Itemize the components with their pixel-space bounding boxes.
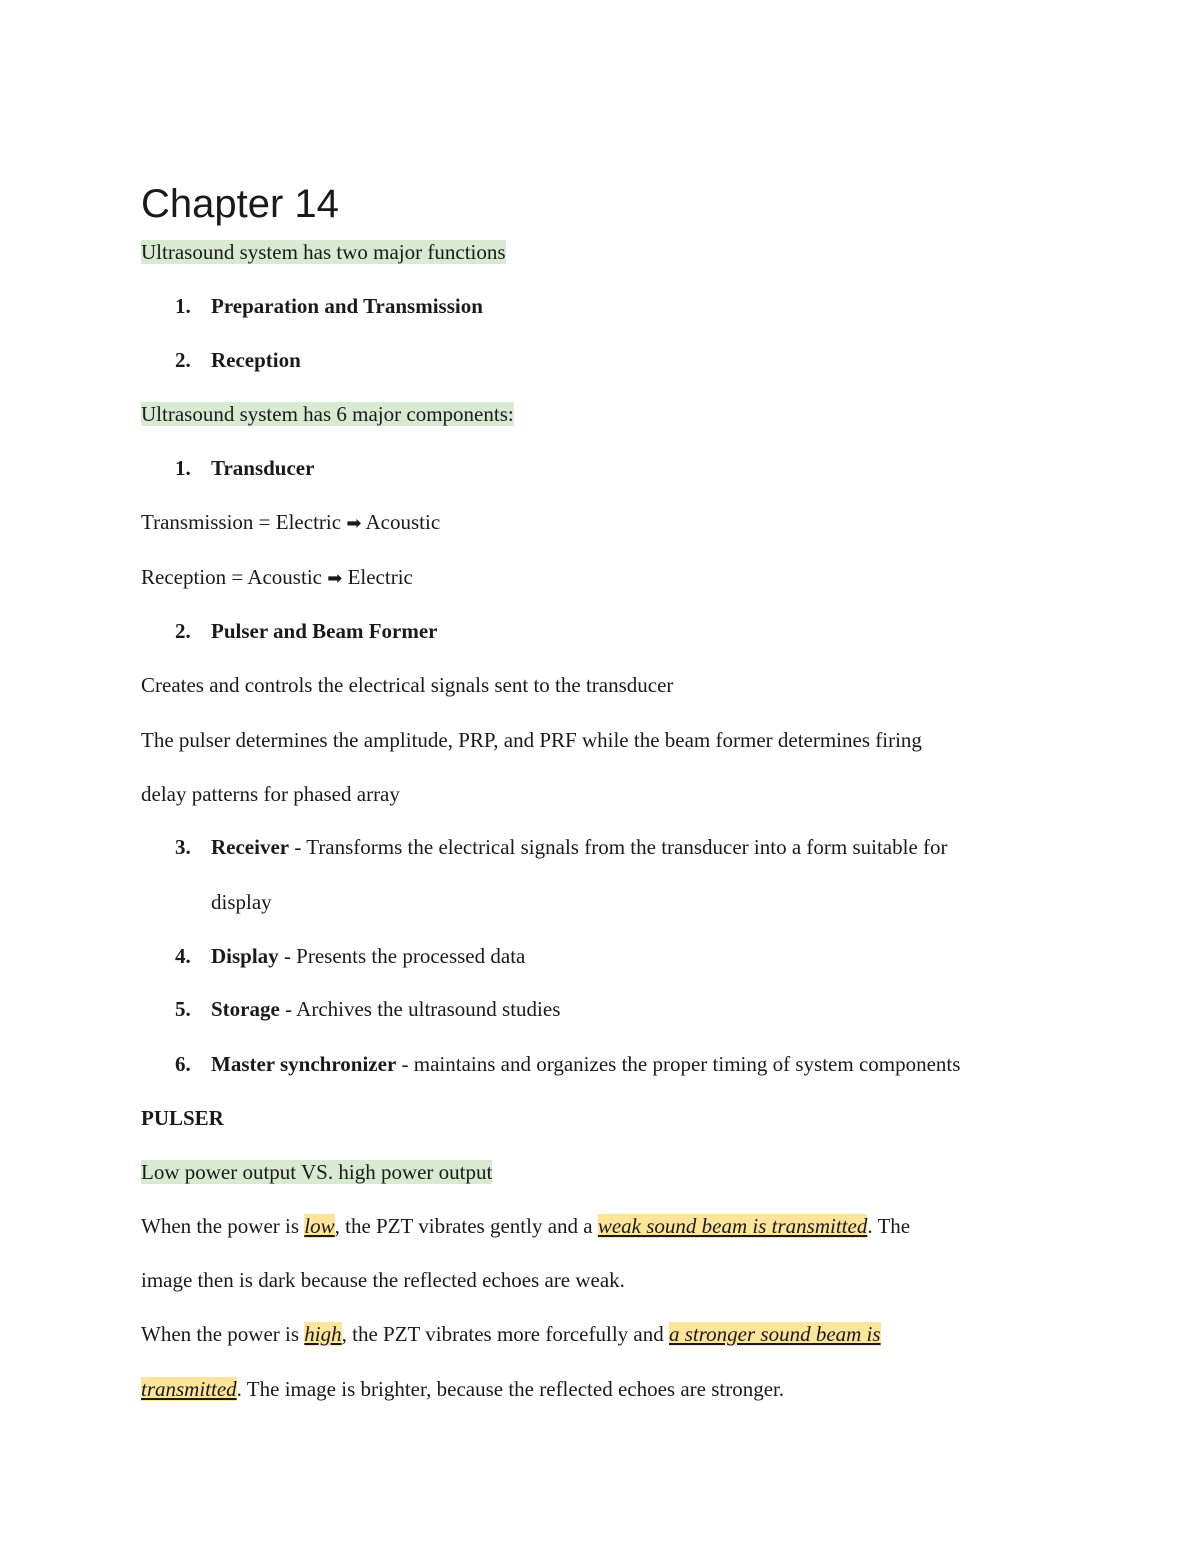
component-receiver: Receiver - Transforms the electrical signals from the transducer into a form suitable for [211, 835, 948, 859]
low-power-line-2: image then is dark because the reflected echoes are weak. [141, 1268, 625, 1292]
component-num-6: 6. [175, 1052, 191, 1076]
functions-intro: Ultrasound system has two major functions [141, 240, 506, 264]
component-master-synchronizer: Master synchronizer - maintains and organizes the proper timing of system components [211, 1052, 961, 1076]
high-power-line-1: When the power is high, the PZT vibrates more forcefully and a stronger sound beam is [141, 1322, 881, 1346]
component-display: Display - Presents the processed data [211, 944, 526, 968]
component-transducer: Transducer [211, 456, 315, 480]
power-heading: Low power output VS. high power output [141, 1160, 493, 1184]
pulser-desc-2a: The pulser determines the amplitude, PRP, and PRF while the beam former determines firing [141, 728, 922, 752]
function-num-2: 2. [175, 348, 191, 372]
pulser-desc-2b: delay patterns for phased array [141, 782, 400, 806]
function-item-2: Reception [211, 348, 301, 372]
section-heading-pulser: PULSER [141, 1106, 224, 1130]
transmission-line: Transmission = Electric ➡ Acoustic [141, 510, 441, 534]
pulser-desc-1: Creates and controls the electrical signals sent to the transducer [141, 673, 674, 697]
right-arrow-icon: ➡ [346, 513, 362, 534]
component-receiver-cont: display [211, 890, 272, 914]
component-num-3: 3. [175, 835, 191, 859]
component-storage: Storage - Archives the ultrasound studies [211, 997, 561, 1021]
function-item-1: Preparation and Transmission [211, 294, 483, 318]
component-num-1: 1. [175, 456, 191, 480]
component-num-4: 4. [175, 944, 191, 968]
low-power-line-1: When the power is low, the PZT vibrates gently and a weak sound beam is transmitted. The [141, 1214, 911, 1238]
function-num-1: 1. [175, 294, 191, 318]
page-title: Chapter 14 [141, 182, 339, 226]
reception-line: Reception = Acoustic ➡ Electric [141, 565, 413, 589]
components-intro: Ultrasound system has 6 major components: [141, 402, 514, 426]
component-num-5: 5. [175, 997, 191, 1021]
high-power-line-2: transmitted. The image is brighter, because the reflected echoes are stronger. [141, 1377, 785, 1401]
component-num-2: 2. [175, 619, 191, 643]
right-arrow-icon: ➡ [327, 568, 343, 589]
component-pulser-beam-former: Pulser and Beam Former [211, 619, 438, 643]
